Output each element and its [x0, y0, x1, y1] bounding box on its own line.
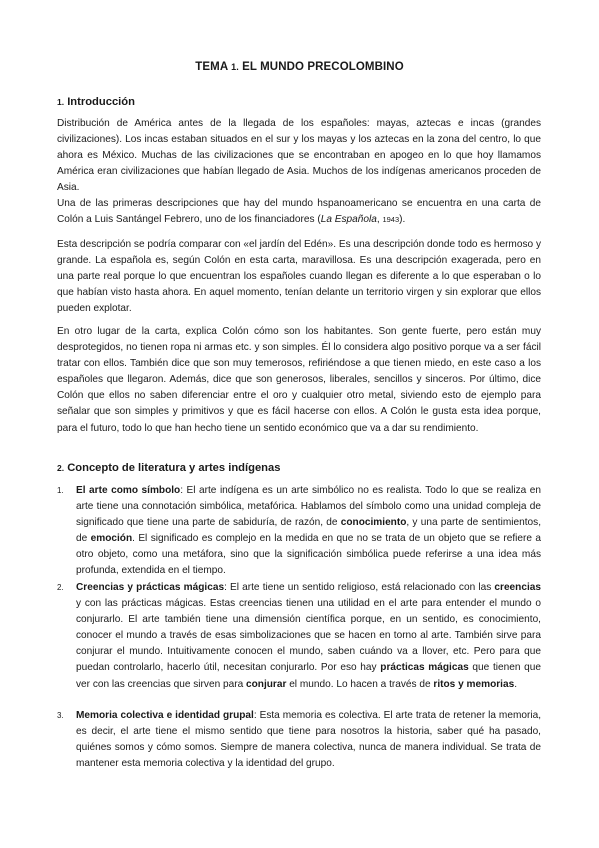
title-number: 1.: [231, 62, 239, 72]
section-heading-introduccion: [57, 96, 135, 108]
title-text: EL MUNDO PRECOLOMBINO: [242, 61, 404, 73]
list-text: , y una parte de sentimientos, de: [76, 517, 541, 545]
list-text: : El arte indígena es un arte simbólico no es realista. Todo lo que se realiza en arte tiene una connotación simbólica, metafórica. Hablamos del símbolo como una unidad compleja de significado que tiene una parte de sabiduría, de razón, de: [76, 485, 541, 529]
list-item-body: [76, 580, 541, 693]
section-title: Introducción: [67, 96, 135, 108]
list-bold: conjurar: [246, 678, 287, 690]
p2-text: Una de las primeras descripciones que hay del mundo hspanoamericano se encuentra en una carta de Colón a Luis Santángel Febrero, uno de los financiadores (: [57, 198, 541, 226]
list-text: . El significado es complejo en la medida en que no se trata de un objeto que se refiere a otro objeto, como una metáfora, sino que la significación simbólica puede referirse a una idea más profunda, extendida en el tiempo.: [76, 533, 541, 577]
p2-close: ).: [399, 214, 406, 226]
title-prefix: TEMA: [195, 61, 228, 73]
list-text: : Esta memoria es colectiva. El arte trata de retener la memoria, es decir, el arte tiene el mismo sentido que tiene para nosotros la historia, saber qué ha pasado, quiénes somos y cómo somos. Siempre de manera colectiva, nunca de manera individual. Se trata de mantener esta memoria colectiva y la identidad del grupo.: [76, 710, 542, 770]
list-text: y con las prácticas mágicas. Estas creencias tienen una utilidad en el arte para entender el mundo o conjurarlo. El arte también tiene una dimensión científica porque, en un sentido, es conocimiento, conocer el mundo a través de esas simbolizaciones que se hacen en torno al arte. También sirve para conjurar el mundo. Intuitivamente conocen el mundo, saben cuándo va a llover, etc. Pero para que puedan controlarlo, hacerlo útil, necesitan conjurarlo. Por eso hay: [76, 598, 541, 674]
list-item-lead: Memoria colectiva e identidad grupal: [76, 710, 254, 721]
list-item-body: [76, 483, 541, 580]
list-marker: 2.: [57, 583, 64, 592]
list-item-body: [76, 708, 541, 772]
section-number: 1.: [57, 97, 65, 107]
list-marker: 3.: [57, 711, 64, 720]
list-text: el mundo. Lo hacen a través de: [286, 678, 434, 690]
list-text: que tienen que ver con las creencias que sirven para: [76, 662, 541, 690]
intro-paragraph-4: En otro lugar de la carta, explica Colón cómo son los habitantes. Son gente fuerte, pero están muy desprotegidos, no tienen ropa ni armas etc. y son simples. Él lo considera algo positivo porque va a ser fácil tratar con ellos. También dice que son muy temerosos, refiriéndose a que tienen miedo, en este caso a los españoles que llegaron. Además, dice que son generosos, liberales, sencillos y sinceros. Por último, dice Colón que ellos no saben diferenciar entre el oro y cualquier otro metal, siviendo esto de ejemplo para señalar que son simples y primitivos y que es fácil hacerse con ellos. A Colón le gusta esta idea porque, para el futuro, todo lo que han hecho tiene un sentido económico que va a dar su rendimiento.: [57, 326, 541, 434]
p2-year: 1943: [382, 215, 400, 225]
intro-paragraph-1: Distribución de América antes de la llegada de los españoles: mayas, aztecas e incas (grandes civilizaciones). Los incas estaban situados en el sur y los mayas y los aztecas en la zona del centro, lo que ahora es México. Muchas de las civilizaciones que se encontraban en apogeo en lo que hoy llamamos América eran civilizaciones que habían llegado de Asia. Muchos de los indígenas americanos proceden de Asia.: [57, 118, 541, 194]
list-bold: conocimiento: [340, 517, 407, 529]
section-title: Concepto de literatura y artes indígenas: [67, 462, 281, 474]
page-title: [0, 61, 599, 73]
intro-paragraph-2: [57, 196, 541, 228]
list-item-lead: El arte como símbolo: [76, 485, 181, 496]
list-bold: emoción: [90, 533, 133, 545]
list-bold: creencias: [494, 582, 541, 593]
list-text: .: [514, 678, 518, 690]
p2-italic-title: La Española: [320, 214, 377, 226]
list-item-lead: Creencias y prácticas mágicas: [76, 582, 225, 593]
list-text: : El arte tiene un sentido religioso, está relacionado con las: [224, 582, 495, 593]
list-bold: prácticas mágicas: [380, 662, 469, 674]
p2-separator: ,: [376, 214, 383, 226]
list-bold: ritos y memorias: [433, 678, 515, 690]
section-number: 2.: [57, 463, 65, 473]
list-marker: 1.: [57, 486, 64, 495]
intro-paragraph-3: Esta descripción se podría comparar con «el jardín del Edén». Es una descripción donde todo es hermoso y grande. La española es, según Colón en esta carta, maravillosa. Es una descripción exagerada, pero en una parte real porque lo que encuentran los españoles cuando llegan es diferente a lo que esperaban o lo que habían visto hasta ahora. En aquel momento, tenían delante un territorio virgen y sin explorar que ellos pueden explotar.: [57, 239, 541, 315]
section-heading-concepto: [57, 462, 280, 474]
